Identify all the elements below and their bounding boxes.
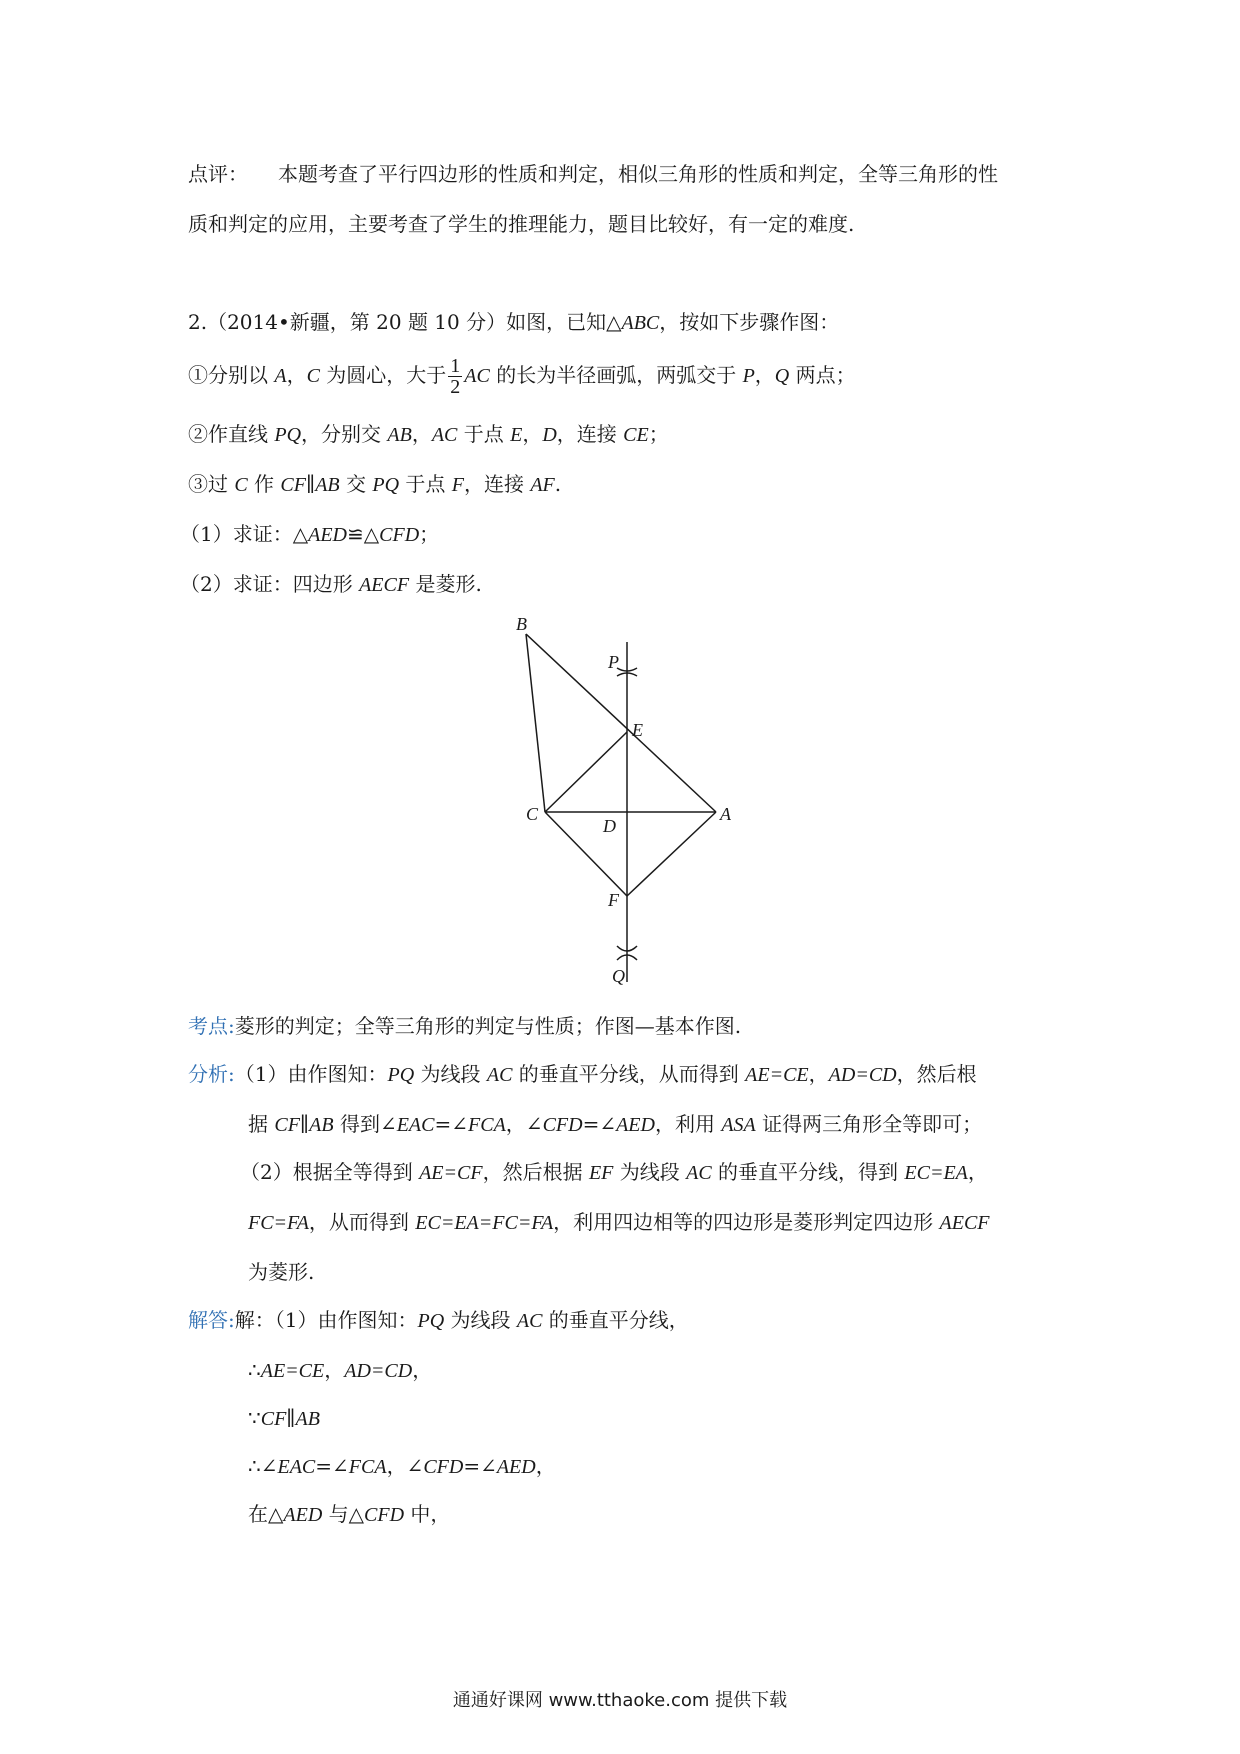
math-ae-eq-ce: AE=CE <box>745 1064 809 1086</box>
q1-text: （1）求证：△ <box>180 522 309 546</box>
math-p: P <box>742 365 755 387</box>
math-ac: AC <box>686 1162 712 1184</box>
label-c: C <box>526 804 539 824</box>
segment-bc <box>526 634 545 812</box>
fenxi-text: 为线段 <box>414 1062 487 1086</box>
fraction-numerator: 1 <box>450 355 461 377</box>
step2-text: ，连接 <box>556 422 624 446</box>
footer-text: 通通好课网 www.tthaoke.com 提供下载 <box>452 1690 788 1711</box>
math-c: C <box>234 474 248 496</box>
step1-text: ， <box>754 363 775 387</box>
jieda-label: 解答: <box>188 1308 235 1332</box>
fenxi-text: ，∠ <box>505 1112 543 1136</box>
q2-text: 是菱形. <box>409 572 482 596</box>
jieda-text: ， <box>535 1454 556 1478</box>
jieda-text: ， <box>324 1358 345 1382</box>
math-fca: FCA <box>348 1456 387 1478</box>
step1-text: 为圆心，大于 <box>319 363 447 387</box>
math-pq: PQ <box>372 474 400 496</box>
therefore-angle: ∴∠ <box>248 1454 278 1478</box>
comment-text-2: 质和判定的应用，主要考查了学生的推理能力，题目比较好，有一定的难度. <box>188 212 855 236</box>
question-1 <box>180 520 439 549</box>
step1-text: ， <box>286 363 307 387</box>
step3-text: 作 <box>247 472 281 496</box>
jieda-line-2 <box>248 1356 432 1385</box>
fenxi-text: ，然后根据 <box>482 1160 589 1184</box>
math-equal-chain: EC=EA=FC=FA <box>415 1212 554 1234</box>
jieda-text: 中， <box>404 1502 451 1526</box>
jieda-line-3 <box>248 1404 320 1433</box>
fenxi-text: =∠ <box>582 1112 617 1136</box>
fenxi-text: （1）由作图知： <box>234 1062 388 1086</box>
comment-line-2 <box>188 210 854 238</box>
q1-text: ≌△ <box>347 522 380 546</box>
fenxi-line-5 <box>248 1258 314 1286</box>
fenxi-text: ，利用 <box>654 1112 722 1136</box>
math-d: D <box>542 424 557 446</box>
fraction-one-half <box>448 356 462 397</box>
math-ec-eq-ea: EC=EA <box>904 1162 968 1184</box>
kaodian-label: 考点: <box>188 1014 235 1038</box>
math-pq: PQ <box>387 1064 415 1086</box>
jieda-text: 解：（1）由作图知： <box>234 1308 418 1332</box>
fenxi-label: 分析: <box>188 1062 235 1086</box>
fenxi-line-4 <box>248 1208 990 1237</box>
math-ac: AC <box>486 1064 513 1086</box>
jieda-text: =∠ <box>463 1454 497 1478</box>
geometry-figure <box>490 610 780 990</box>
math-cf-parallel-ab: CF∥AB <box>260 1408 320 1430</box>
math-pq: PQ <box>417 1310 445 1332</box>
math-pq: PQ <box>274 424 302 446</box>
fenxi-text: 为菱形. <box>248 1260 315 1284</box>
label-p: P <box>608 652 619 672</box>
fenxi-text: ，利用四边相等的四边形是菱形判定四边形 <box>553 1210 940 1234</box>
math-ac: AC <box>516 1310 543 1332</box>
fraction-denominator: 2 <box>450 376 461 398</box>
kaodian-text: 菱形的判定；全等三角形的判定与性质；作图—基本作图. <box>234 1014 742 1038</box>
jieda-text: 在△ <box>248 1502 284 1526</box>
comment-line-1 <box>188 160 998 188</box>
step3-text: 交 <box>339 472 373 496</box>
comment-label: 点评： <box>188 162 248 186</box>
segment-ba <box>526 634 716 812</box>
step1-text: ①分别以 <box>188 363 275 387</box>
fenxi-text: =∠ <box>434 1112 469 1136</box>
math-aed: AED <box>283 1504 323 1526</box>
step3-text: . <box>554 472 562 496</box>
jieda-text: ， <box>412 1358 433 1382</box>
math-cf-parallel-ab: CF∥AB <box>280 474 340 496</box>
math-ef: EF <box>588 1162 614 1184</box>
fenxi-line-2 <box>248 1110 982 1139</box>
math-ae-eq-ce: AE=CE <box>260 1360 325 1382</box>
problem-header-tail: ，按如下步骤作图： <box>659 310 840 334</box>
because-symbol: ∵ <box>248 1406 261 1430</box>
step2-text: ，分别交 <box>301 422 388 446</box>
math-fc-eq-fa: FC=FA <box>248 1212 309 1234</box>
math-aecf: AECF <box>939 1212 990 1234</box>
jieda-text: 为线段 <box>444 1308 517 1332</box>
math-ab: AB <box>387 424 412 446</box>
math-ad-eq-cd: AD=CD <box>828 1064 897 1086</box>
fenxi-text: ，然后根 <box>896 1062 977 1086</box>
fenxi-text: 的垂直平分线，得到 <box>711 1160 905 1184</box>
problem-header <box>188 308 839 337</box>
jieda-text: =∠ <box>315 1454 349 1478</box>
math-ae-eq-cf: AE=CF <box>419 1162 483 1184</box>
jieda-text: 的垂直平分线， <box>542 1308 689 1332</box>
math-cfd: CFD <box>379 524 420 546</box>
fenxi-line-1 <box>188 1060 977 1089</box>
q1-text: ； <box>419 522 440 546</box>
fenxi-text: 的垂直平分线，从而得到 <box>512 1062 746 1086</box>
step1-text: 的长为半径画弧，两弧交于 <box>489 363 743 387</box>
step2-text: 于点 <box>457 422 511 446</box>
therefore-symbol: ∴ <box>248 1358 261 1382</box>
label-b: B <box>516 614 527 634</box>
math-aed: AED <box>496 1456 536 1478</box>
jieda-line-1 <box>188 1306 689 1335</box>
step2-text: ， <box>522 422 543 446</box>
step-1 <box>188 356 856 397</box>
step3-text: ，连接 <box>463 472 531 496</box>
math-eac: EAC <box>396 1114 435 1136</box>
jieda-line-4 <box>248 1452 556 1481</box>
jieda-line-5 <box>248 1500 450 1529</box>
math-ac: AC <box>431 424 458 446</box>
math-eac: EAC <box>277 1456 316 1478</box>
comment-text-1: 本题考查了平行四边形的性质和判定，相似三角形的性质和判定，全等三角形的性 <box>278 162 998 186</box>
fenxi-text: （2）根据全等得到 <box>240 1160 420 1184</box>
label-q: Q <box>612 966 625 986</box>
math-aecf: AECF <box>359 574 410 596</box>
label-e: E <box>632 720 643 740</box>
fenxi-text: ，从而得到 <box>308 1210 416 1234</box>
math-fca: FCA <box>468 1114 506 1136</box>
math-aed: AED <box>308 524 347 546</box>
step2-text: ； <box>648 422 669 446</box>
math-abc: ABC <box>621 312 660 334</box>
step2-text: ， <box>411 422 432 446</box>
step2-text: ②作直线 <box>188 422 275 446</box>
fenxi-text: 为线段 <box>613 1160 687 1184</box>
math-aed: AED <box>616 1114 655 1136</box>
segment-af <box>627 812 716 896</box>
math-af: AF <box>530 474 555 496</box>
step1-text: 两点； <box>789 363 856 387</box>
fenxi-text: 得到∠ <box>333 1112 397 1136</box>
label-d: D <box>603 816 616 836</box>
kaodian-line <box>188 1012 741 1040</box>
math-cfd: CFD <box>364 1504 405 1526</box>
question-2 <box>180 570 482 599</box>
math-cf-parallel-ab: CF∥AB <box>274 1114 334 1136</box>
step3-text: 于点 <box>399 472 452 496</box>
math-c: C <box>306 365 320 387</box>
segment-ce <box>545 732 627 812</box>
math-q: Q <box>774 365 790 387</box>
math-e: E <box>510 424 523 446</box>
q2-text: （2）求证：四边形 <box>180 572 360 596</box>
page-footer <box>0 1686 1240 1712</box>
math-asa: ASA <box>721 1114 756 1136</box>
fenxi-text: 证得两三角形全等即可； <box>755 1112 983 1136</box>
math-cfd: CFD <box>423 1456 464 1478</box>
fenxi-text: ， <box>967 1160 988 1184</box>
fenxi-text: ， <box>808 1062 829 1086</box>
math-ac: AC <box>464 365 490 387</box>
fenxi-text: 据 <box>248 1112 275 1136</box>
fenxi-line-3 <box>240 1158 988 1187</box>
label-f: F <box>608 890 619 910</box>
problem-header-text: 2.（2014•新疆，第 20 题 10 分）如图，已知△ <box>188 310 622 334</box>
math-ad-eq-cd: AD=CD <box>344 1360 413 1382</box>
jieda-text: ，∠ <box>386 1454 424 1478</box>
step3-text: ③过 <box>188 472 235 496</box>
step-2 <box>188 420 669 449</box>
math-a: A <box>274 365 287 387</box>
math-cfd: CFD <box>542 1114 583 1136</box>
label-a: A <box>720 804 731 824</box>
jieda-text: 与△ <box>322 1502 365 1526</box>
math-ce: CE <box>623 424 649 446</box>
step-3 <box>188 470 561 499</box>
math-f: F <box>451 474 464 496</box>
